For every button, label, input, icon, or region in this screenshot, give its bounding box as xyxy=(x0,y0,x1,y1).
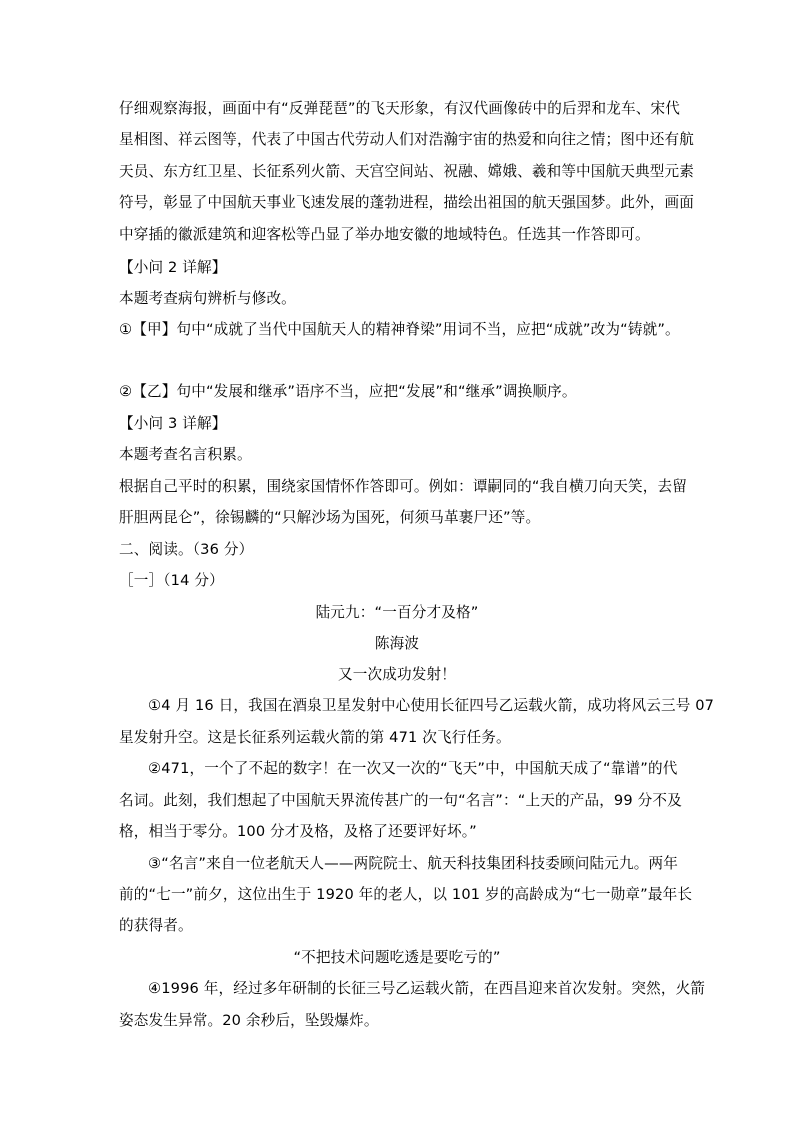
answer-paragraph-line: 天员、东方红卫星、长征系列火箭、天宫空间站、祝融、嫦娥、羲和等中国航天典型元素 xyxy=(119,163,695,180)
article-paragraph-line: ②471，一个了不起的数字！在一次又一次的“飞天”中，中国航天成了“靠谱”的代 xyxy=(148,760,678,777)
answer-paragraph-line: 中穿插的徽派建筑和迎客松等凸显了举办地安徽的地域特色。任选其一作答即可。 xyxy=(119,226,650,243)
article-title: 陆元九：“一百分才及格” xyxy=(315,604,479,621)
article-paragraph-line: ①4 月 16 日，我国在酒泉卫星发射中心使用长征四号乙运载火箭，成功将风云三号 07 xyxy=(148,697,715,714)
article-paragraph-line: 名词。此刻，我们想起了中国航天界流传甚广的一句“名言”：“上天的产品，99 分不及 xyxy=(119,792,682,809)
subsection-title: ［一］（14 分） xyxy=(119,572,224,589)
question-3-intro: 本题考查名言积累。 xyxy=(119,446,252,463)
article-author: 陈海波 xyxy=(374,635,420,652)
article-paragraph-line: 的获得者。 xyxy=(119,917,193,934)
question-2-item-1: ①【甲】句中“成就了当代中国航天人的精神脊梁”用词不当，应把“成就”改为“铸就”。 xyxy=(119,321,680,338)
answer-paragraph-line: 星相图、祥云图等，代表了中国古代劳动人们对浩瀚宇宙的热爱和向往之情；图中还有航 xyxy=(119,131,695,148)
question-2-intro: 本题考查病句辨析与修改。 xyxy=(119,290,296,307)
article-subheading: “不把技术问题吃透是要吃亏的” xyxy=(293,949,501,966)
question-3-body-line: 根据自己平时的积累，围绕家国情怀作答即可。例如：谭嗣同的“我自横刀向天笑，去留 xyxy=(119,478,687,495)
question-3-heading: 【小问 3 详解】 xyxy=(119,415,227,432)
question-2-heading: 【小问 2 详解】 xyxy=(119,259,227,276)
section-title: 二、阅读。（36 分） xyxy=(119,541,254,558)
answer-paragraph-line: 符号，彰显了中国航天事业飞速发展的蓬勃进程，描绘出祖国的航天强国梦。此外，画面 xyxy=(119,194,695,211)
answer-paragraph-line: 仔细观察海报，画面中有“反弹琵琶”的飞天形象，有汉代画像砖中的后羿和龙车、宋代 xyxy=(119,100,680,117)
article-subheading: 又一次成功发射！ xyxy=(338,666,456,683)
article-paragraph-line: 姿态发生异常。20 余秒后，坠毁爆炸。 xyxy=(119,1012,379,1029)
article-paragraph-line: 星发射升空。这是长征系列运载火箭的第 471 次飞行任务。 xyxy=(119,729,511,746)
article-paragraph-line: ④1996 年，经过多年研制的长征三号乙运载火箭，在西昌迎来首次发射。突然，火箭 xyxy=(148,980,706,997)
question-3-body-line: 肝胆两昆仑”，徐锡麟的“只解沙场为国死，何须马革裹尸还”等。 xyxy=(119,509,541,526)
question-2-item-2: ②【乙】句中“发展和继承”语序不当，应把“发展”和“继承”调换顺序。 xyxy=(119,383,577,400)
article-paragraph-line: 前的“七一”前夕，这位出生于 1920 年的老人，以 101 岁的高龄成为“七一勋章”最年长 xyxy=(119,886,693,903)
article-paragraph-line: ③“名言”来自一位老航天人——两院院士、航天科技集团科技委顾问陆元九。两年 xyxy=(148,855,678,872)
article-paragraph-line: 格，相当于零分。100 分才及格，及格了还要评好坏。” xyxy=(119,823,477,840)
